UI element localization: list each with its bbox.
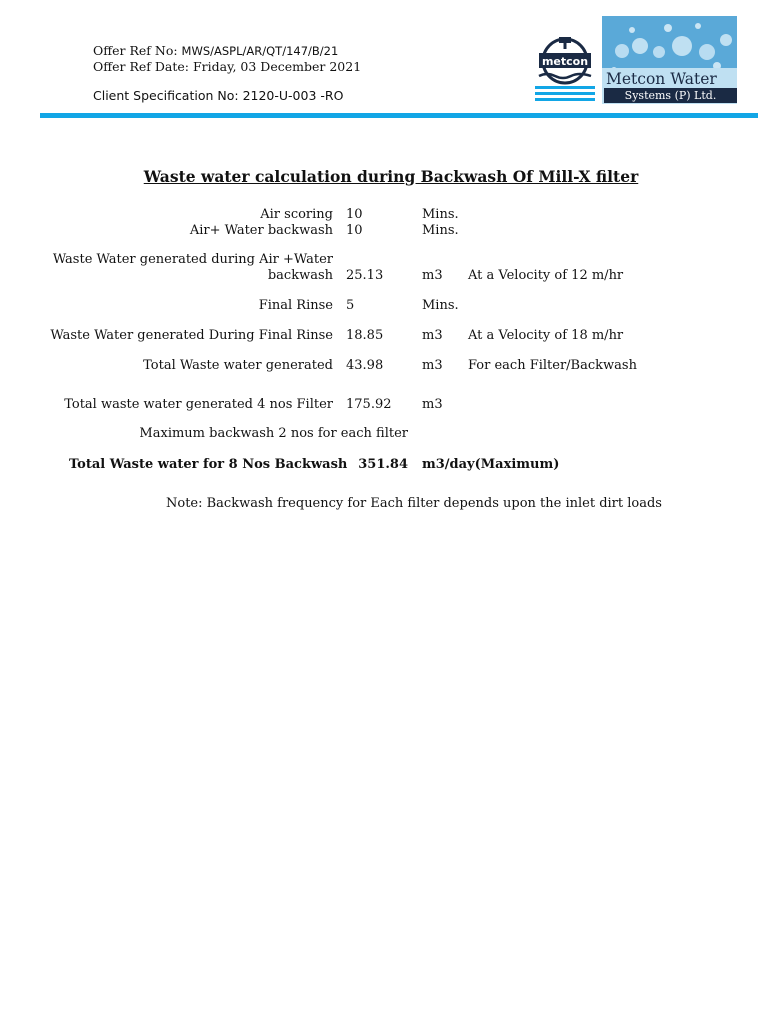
total-8nos-unit: m3/day(Maximum) xyxy=(422,457,560,472)
total-4nos-unit: m3 xyxy=(422,397,443,412)
page-title: Waste water calculation during Backwash Of Mill-X filter xyxy=(143,167,639,186)
air-water-value: 10 xyxy=(346,223,363,238)
header-divider xyxy=(40,113,758,118)
offer-ref-label: Offer Ref No: xyxy=(93,43,178,58)
total-ww-value: 43.98 xyxy=(346,358,384,373)
air-water-label: Air+ Water backwash xyxy=(189,223,333,238)
ww-air-water-label-line1: Waste Water generated during Air +Water xyxy=(52,252,333,267)
total-ww-label: Total Waste water generated xyxy=(143,358,333,373)
air-scoring-label: Air scoring xyxy=(260,207,333,222)
backwash-note: Note: Backwash frequency for Each filter depends upon the inlet dirt loads xyxy=(166,496,662,511)
ww-air-water-label-line2: backwash xyxy=(267,268,333,283)
final-rinse-unit: Mins. xyxy=(422,298,459,313)
offer-date-row xyxy=(93,59,361,74)
ww-air-water-note: At a Velocity of 12 m/hr xyxy=(468,268,624,283)
total-ww-note: For each Filter/Backwash xyxy=(468,358,637,373)
total-8nos-value: 351.84 xyxy=(358,457,408,472)
final-rinse-label: Final Rinse xyxy=(258,298,333,313)
ww-final-rinse-note: At a Velocity of 18 m/hr xyxy=(468,328,624,343)
ww-final-rinse-unit: m3 xyxy=(422,328,443,343)
ww-air-water-value: 25.13 xyxy=(346,268,384,283)
final-rinse-value: 5 xyxy=(346,298,355,313)
air-water-unit: Mins. xyxy=(422,223,459,238)
ww-air-water-unit: m3 xyxy=(422,268,443,283)
total-4nos-label: Total waste water generated 4 nos Filter xyxy=(64,397,333,412)
metcon-emblem-logo xyxy=(535,34,595,104)
client-spec: Client Specification No: 2120-U-003 -RO xyxy=(93,88,344,103)
total-8nos-label: Total Waste water for 8 Nos Backwash xyxy=(69,457,348,472)
max-backwash-label: Maximum backwash 2 nos for each filter xyxy=(139,426,408,441)
total-ww-unit: m3 xyxy=(422,358,443,373)
company-name-line1: Metcon Water xyxy=(606,70,717,88)
ww-final-rinse-label: Waste Water generated During Final Rinse xyxy=(50,328,333,343)
total-4nos-value: 175.92 xyxy=(346,397,392,412)
company-name-line2: Systems (P) Ltd. xyxy=(604,88,737,103)
offer-ref-value: MWS/ASPL/AR/QT/147/B/21 xyxy=(181,44,339,58)
emblem-text: metcon xyxy=(541,55,589,68)
offer-date-value: Friday, 03 December 2021 xyxy=(192,59,362,74)
offer-ref-row xyxy=(93,43,338,58)
ww-final-rinse-value: 18.85 xyxy=(346,328,384,343)
air-scoring-unit: Mins. xyxy=(422,207,459,222)
air-scoring-value: 10 xyxy=(346,207,363,222)
offer-date-label: Offer Ref Date: xyxy=(93,59,189,74)
